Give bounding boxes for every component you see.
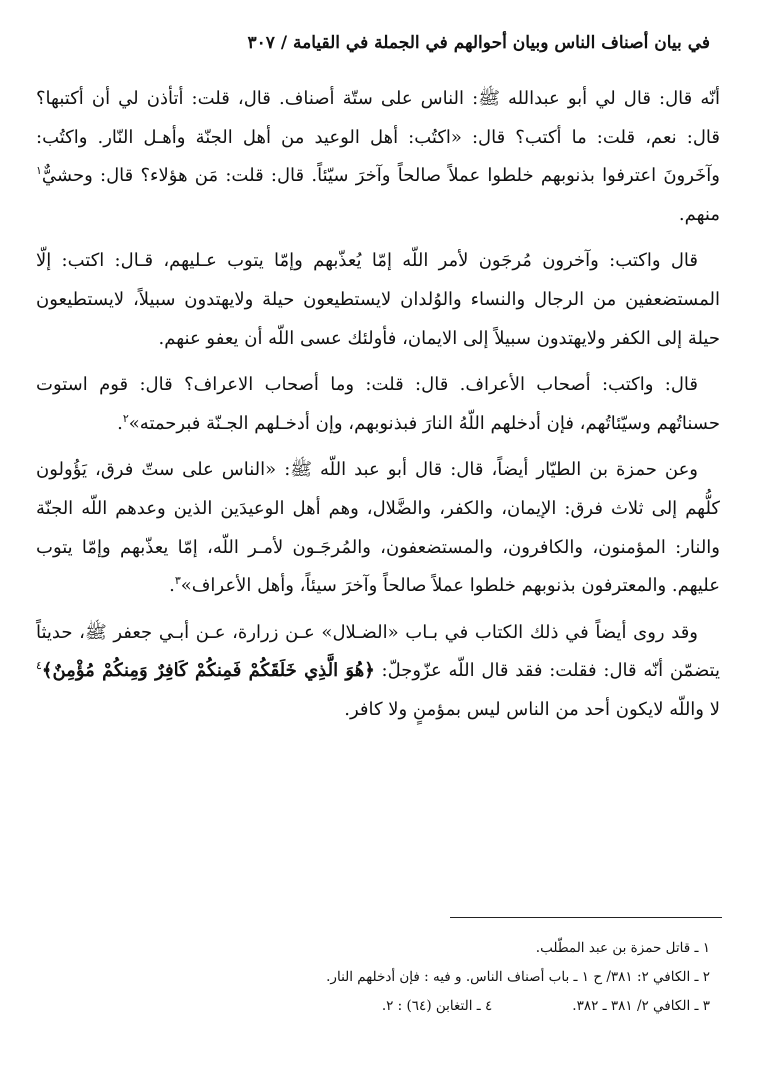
footnote-1: ١ ـ قاتل حمزة بن عبد المطّلب. [535, 940, 710, 956]
running-header: في بيان أصناف الناس وبيان أحوالهم في الجملة في القيامة / ٣٠٧ [247, 33, 710, 53]
footnote-row [40, 992, 710, 1021]
footnote-2: ٢ ـ الكافي ٢: ٣٨١/ ح ١ ـ باب أصناف الناس. و فيه : فإن أدخلهم النار. [326, 969, 710, 985]
footnote-ref-3: ٣ [174, 574, 181, 588]
paragraph-2: قال واكتب: وآخرون مُرجَون لأمر اللّه إمّا يُعذّبهم وإمّا يتوب عـليهم، قـال: اكتب: إلّا المستضعفين من الرجال والنساء والوُلدان لايستطيعون حيلة ولايهتدون سبيلاً، لايستطيعون حيلة إلى الكفر ولايهتدون سبيلاً إلى الايمان، فأولئك عسى اللّه أن يعفو عنهم. [36, 250, 720, 349]
footnote-ref-4: ٤ [36, 659, 42, 673]
paragraph-3: قال: واكتب: أصحاب الأعراف. قال: قلت: وما أصحاب الاعراف؟ قال: قوم استوت حسناتُهم وسيّئاتُهم، فإن أدخلهم اللّهُ النارَ فبذنوبهم، وإن أدخـلهم الجـنّة فبرحمته»$^٢$. [36, 374, 720, 434]
main-text [36, 80, 720, 738]
footnotes [40, 934, 710, 1021]
paragraph-4: وعن حمزة بن الطيّار أيضاً، قال: قال أبو عبد اللّه ﷺ: «الناس على ستّ فرق، يَؤُولون كلُّهم إلى ثلاث فرق: الإيمان، والكفر، والضَّلال، وهم أهل الوعيدَين الذين وعدهم اللّه الجنّة والنار: المؤمنون، والكافرون، والمستضعفون، والمُرجَـون لأمـر اللّه، إمّا يعذّبهم وإمّا يتوب عليهم. والمعترفون بذنوبهم خلطوا عملاً صالحاً وآخرَ سيئاً، وأهل الأعراف»$^٣$. [36, 459, 720, 597]
footnote-ref-1: ١ [36, 164, 42, 178]
paragraph-5: وقد روى أيضاً في ذلك الكتاب في بـاب «الضـلال» عـن زرارة، عـن أبـي جعفر ﷺ، حديثاً يتضمّن أنّه قال: فقلت: فقد قال اللّه عزّوجلّ: ﴿هُوَ الَّذِي خَلَقَكُمْ فَمِنكُمْ كَافِرٌ وَمِنكُمْ مُؤْمِنٌ﴾$^٤$ لا واللّه لايكون أحد من الناس ليس بمؤمنٍ ولا كافر. [36, 621, 720, 720]
quran-quote: ﴿هُوَ الَّذِي خَلَقَكُمْ فَمِنكُمْ كَافِرٌ وَمِنكُمْ مُؤْمِنٌ﴾ [41, 660, 375, 682]
footnote-3: ٣ ـ الكافي ٢/ ٣٨١ ـ ٣٨٢. [572, 998, 710, 1014]
footnote-divider [450, 917, 722, 918]
footnote-ref-2: ٢ [122, 411, 129, 425]
footnote-4: ٤ ـ التغابن (٦٤) : ٢. [381, 998, 493, 1014]
paragraph-1: أنّه قال: قال لي أبو عبدالله ﷺ: الناس على ستّة أصناف. قال، قلت: أتأذن لي أن أكتبها؟ قال: نعم، قلت: ما أكتب؟ قال: «اكتُب: أهل الوعيد من أهل الجنّة وأهـل النّار. واكتُب: وآخَرونَ اعترفوا بذنوبهم خلطوا عملاً صالحاً وآخرَ سيّئاً. قال: قلت: مَن هؤلاء؟ قال: وحشيٌّ$^١$ منهم. [36, 88, 720, 225]
